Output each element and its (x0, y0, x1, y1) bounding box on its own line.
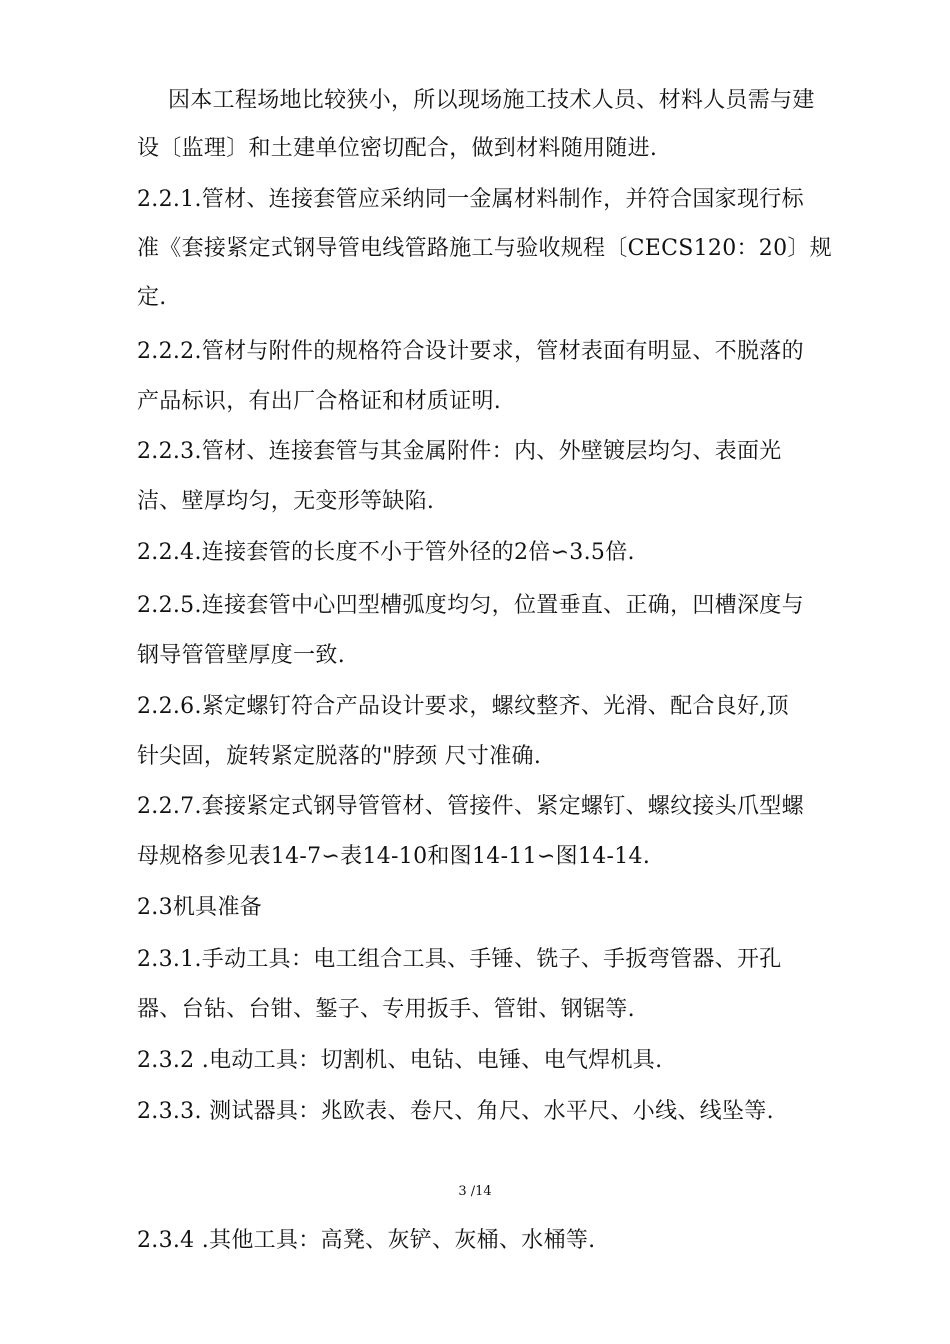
paragraph-line: 2.3.1.手动工具：电工组合工具、手锤、铣子、手扳弯管器、开孔 (137, 947, 782, 972)
paragraph-line: 设〔监理〕和土建单位密切配合，做到材料随用随进. (137, 136, 658, 161)
section-heading: 2.3机具准备 (137, 895, 263, 920)
paragraph-line: 产品标识，有出厂合格证和材质证明. (137, 389, 502, 414)
paragraph-line: 定. (137, 285, 167, 310)
paragraph-line: 准《套接紧定式钢导管电线管路施工与验收规程〔CECS120：20〕规 (137, 236, 832, 261)
paragraph-line: 2.2.4.连接套管的长度不小于管外径的2倍∽3.5倍. (137, 540, 635, 565)
paragraph-line: 洁、壁厚均匀，无变形等缺陷. (137, 489, 435, 514)
paragraph-line: 母规格参见表14-7∽表14-10和图14-11∽图14-14. (137, 844, 651, 869)
paragraph-line: 器、台钻、台钳、錾子、专用扳手、管钳、钢锯等. (137, 997, 635, 1022)
paragraph-line: 2.3.3. 测试器具：兆欧表、卷尺、角尺、水平尺、小线、线坠等. (137, 1099, 774, 1124)
paragraph-line: 2.2.3.管材、连接套管与其金属附件：内、外壁镀层均匀、表面光 (137, 439, 782, 464)
paragraph-line: 钢导管管壁厚度一致. (137, 643, 345, 668)
paragraph-line: 2.2.1.管材、连接套管应采纳同一金属材料制作，并符合国家现行标 (137, 187, 804, 212)
paragraph-line: 针尖固，旋转紧定脱落的"脖颈 尺寸准确. (137, 744, 542, 769)
paragraph-line: 2.2.5.连接套管中心凹型槽弧度均匀，位置垂直、正确，凹槽深度与 (137, 593, 804, 618)
paragraph-line: 2.2.6.紧定螺钉符合产品设计要求，螺纹整齐、光滑、配合良好,顶 (137, 694, 789, 719)
paragraph-line: 2.3.2 .电动工具：切割机、电钻、电锤、电气焊机具. (137, 1048, 663, 1073)
paragraph-line: 因本工程场地比较狭小，所以现场施工技术人员、材料人员需与建 (168, 88, 815, 113)
paragraph-line: 2.2.2.管材与附件的规格符合设计要求，管材表面有明显、不脱落的 (137, 339, 804, 364)
paragraph-line: 2.2.7.套接紧定式钢导管管材、管接件、紧定螺钉、螺纹接头爪型螺 (137, 794, 804, 819)
page-number: 3 /14 (458, 1184, 492, 1199)
paragraph-line: 2.3.4 .其他工具：高凳、灰铲、灰桶、水桶等. (137, 1228, 596, 1253)
